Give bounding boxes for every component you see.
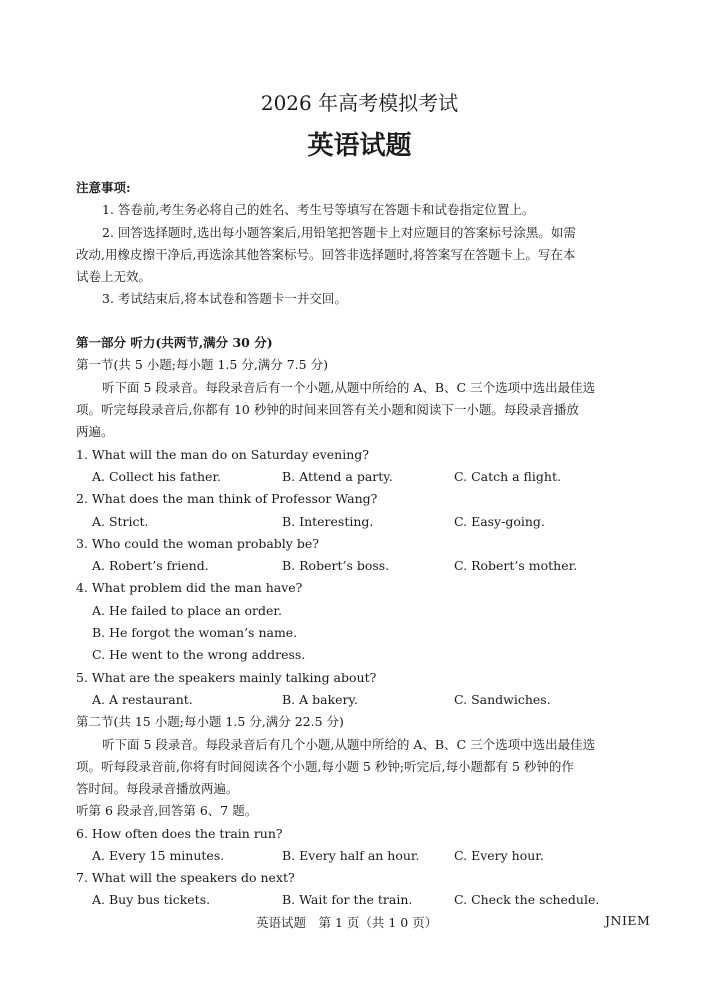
notice-item-2-line-1: 2. 回答选择题时,选出每小题答案后,用铅笔把答题卡上对应题目的答案标号涂黑。如需 (102, 225, 576, 240)
section1-instruction-line-3: 两遍。 (76, 424, 114, 439)
section2-instruction-line-2: 项。听每段录音前,你将有时间阅读各个小题,每小题 5 秒钟;听完后,每小题都有 5 秒钟的作 (76, 759, 574, 774)
question-option: C. Sandwiches. (454, 692, 551, 707)
subject-title: 英语试题 (307, 131, 412, 161)
question-option: A. A restaurant. (92, 692, 193, 707)
question-option: B. Attend a party. (282, 469, 393, 484)
notice-heading: 注意事项: (76, 180, 131, 195)
question-option: C. Easy-going. (454, 514, 545, 529)
question-option: A. He failed to place an order. (92, 603, 282, 618)
paper-code: JNIEM (605, 913, 651, 928)
question-option: B. Robert’s boss. (282, 558, 390, 573)
section2-heading: 第二节(共 15 小题;每小题 1.5 分,满分 22.5 分) (76, 714, 344, 729)
section1-heading: 第一节(共 5 小题;每小题 1.5 分,满分 7.5 分) (76, 357, 328, 372)
question-stem: 5. What are the speakers mainly talking about? (76, 670, 377, 685)
question-stem: 7. What will the speakers do next? (76, 870, 295, 885)
notice-item-2-line-2: 改动,用橡皮擦干净后,再选涂其他答案标号。回答非选择题时,将答案写在答题卡上。写在本 (76, 247, 576, 262)
section1-instruction-line-2: 项。听完每段录音后,你都有 10 秒钟的时间来回答有关小题和阅读下一小题。每段录音播放 (76, 402, 579, 417)
question-option: A. Robert’s friend. (92, 558, 209, 573)
section1-instruction-line-1: 听下面 5 段录音。每段录音后有一个小题,从题中所给的 A、B、C 三个选项中选出最佳选 (102, 380, 596, 395)
question-option: A. Every 15 minutes. (92, 848, 225, 863)
notice-item-2-line-3: 试卷上无效。 (76, 269, 152, 284)
question-stem: 2. What does the man think of Professor Wang? (76, 491, 378, 506)
question-option: B. Every half an hour. (282, 848, 420, 863)
part1-heading: 第一部分 听力(共两节,满分 30 分) (76, 335, 273, 350)
question-stem: 1. What will the man do on Saturday evening? (76, 447, 369, 462)
page-footer: 英语试题 第 1 页（共 1 0 页） (256, 915, 438, 930)
question-option: B. Wait for the train. (282, 892, 413, 907)
question-option: A. Strict. (92, 514, 149, 529)
question-option: C. Robert’s mother. (454, 558, 578, 573)
section2-instruction-line-1: 听下面 5 段录音。每段录音后有几个小题,从题中所给的 A、B、C 三个选项中选出最佳选 (102, 737, 596, 752)
question-stem: 4. What problem did the man have? (76, 580, 303, 595)
question-option: A. Collect his father. (92, 469, 222, 484)
question-option: B. He forgot the woman’s name. (92, 625, 298, 640)
group-intro: 听第 6 段录音,回答第 6、7 题。 (76, 803, 258, 818)
question-option: C. Check the schedule. (454, 892, 600, 907)
notice-item-3: 3. 考试结束后,将本试卷和答题卡一并交回。 (102, 291, 347, 306)
question-stem: 6. How often does the train run? (76, 826, 283, 841)
section2-instruction-line-3: 答时间。每段录音播放两遍。 (76, 781, 239, 796)
notice-item-1: 1. 答卷前,考生务必将自己的姓名、考生号等填写在答题卡和试卷指定位置上。 (102, 202, 535, 217)
question-option: B. A bakery. (282, 692, 358, 707)
question-option: C. Every hour. (454, 848, 544, 863)
exam-title: 2026 年高考模拟考试 (260, 91, 459, 115)
question-option: B. Interesting. (282, 514, 374, 529)
question-option: C. He went to the wrong address. (92, 647, 306, 662)
question-option: A. Buy bus tickets. (92, 892, 211, 907)
question-option: C. Catch a flight. (454, 469, 561, 484)
question-stem: 3. Who could the woman probably be? (76, 536, 319, 551)
